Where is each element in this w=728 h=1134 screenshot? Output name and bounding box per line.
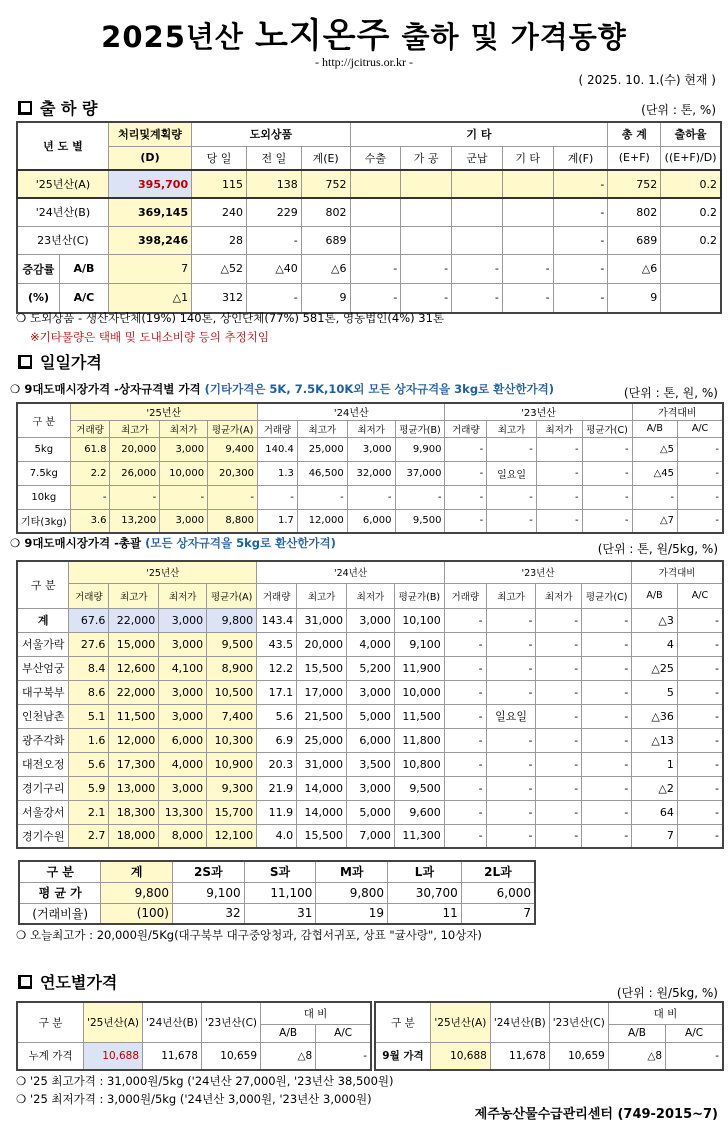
- yearly-cumulative-table: 구 분 '25년산(A) '24년산(B) '23년산(C) 대 비 A/B A/C 누계 가격 10,688 11,678 10,659 △8 -: [16, 1001, 372, 1071]
- page-title: 2025년산 노지온주 출하 및 가격동향: [101, 16, 627, 56]
- table-row: 경기수원 2.7 18,000 8,000 12,100 4.0 15,500 7,000 11,300 - - - - 7 -: [17, 824, 723, 848]
- section-yearly-title: 연도별가격: [18, 970, 117, 993]
- table-row: 인천남촌 5.1 11,500 3,000 7,400 5.6 21,500 5,000 11,500 - 일요일 - - △36 -: [17, 704, 723, 728]
- checkbox-square-icon: [18, 355, 32, 369]
- table-row: 9월 가격 10,688 11,678 10,659 △8 -: [375, 1042, 723, 1070]
- market-price-table: 구 분 '25년산 '24년산 '23년산 가격대비 거래량 최고가 최저가 평균가(A) 거래량 최고가 최저가 평균가(B) 거래량 최고가 최저가 평균가(C) A/B A/C 계 67.6 22,000 3,000 9,800 143.4 31,000 3,000 10,100 - - - - △3 - 서울가락 27.6 15,000 3,000 9,500 43.5 20,000 4,000 9,100 - - - - 4 - 부산엄궁 8.4 12,600 4,100 8,900 12.2 15,500 5,200 11,900 - - - - △25 - 대구북부 8.6 22,000 3,000 10,500 17.1 17,000 3,000 10,000 - - - - 5 - 인천남촌 5.1 11,500 3,000 7,400 5.6 21,500 5,000 11,500 - 일요일 - - △36 - 광주각화 1.6 12,000 6,000 10,300 6.9 25,000 6,000 11,800 - - - - △13 - 대전오정 5.6 17,300 4,000 10,900 20.3 31,000 3,500 10,800 - - - - 1 - 경기구리 5.9 13,000 3,000 9,300 21.9 14,000 3,000 9,500 - - - - △2 - 서울강서 2.1 18,300 13,300 15,700 11.9 14,000 5,000 9,600 - - - - 64 - 경기수원 2.7 18,000 8,000 12,100 4.0 15,500 7,000 11,300 - - - - 7 -: [16, 560, 724, 849]
- daily-sub2: ❍ 9대도매시장가격 -총괄 (모든 상자규격을 5kg로 환산한가격): [10, 536, 336, 550]
- table-row: 누계 가격 10,688 11,678 10,659 △8 -: [17, 1042, 371, 1070]
- shipment-unit: (단위 : 톤, %): [641, 103, 716, 117]
- daily-unit2: (단위 : 톤, 원/5kg, %): [597, 542, 718, 556]
- yearly-note-max: ❍ '25 최고가격 : 31,000원/5kg ('24년산 27,000원, '23년산 38,500원): [16, 1074, 394, 1088]
- table-row: 서울가락 27.6 15,000 3,000 9,500 43.5 20,000 4,000 9,100 - - - - 4 -: [17, 632, 723, 656]
- shipment-table: 년 도 별 처리및계획량 도외상품 기 타 총 계 출하율 (D) 당 일 전 일 계(E) 수출 가 공 군납 기 타 계(F) (E+F) ((E+F)/D) '25년산(A) 395,700 115 138 752 - 752 0.2 '24년산(B) 369,145 240 229 802 - 802 0.2 23년산(C) 398,246 28 - 689 - 689 0.2 증감률 A/B 7 △52 △40 △6 - - - - - △6 (%) A/C △1 312 - 9 - - - - - 9: [16, 121, 722, 314]
- table-row: 부산엄궁 8.4 12,600 4,100 8,900 12.2 15,500 5,200 11,900 - - - - △25 -: [17, 656, 723, 680]
- daily-sub1: ❍ 9대도매시장가격 -상자규격별 가격 (기타가격은 5K, 7.5K,10K외 모든 상자규격을 3kg로 환산한가격): [10, 382, 554, 396]
- footer-org: 제주농산물수급관리센터 (749-2015~7): [474, 1107, 718, 1122]
- yearly-monthly-table: 구 분 '25년산(A) '24년산(B) '23년산(C) 대 비 A/B A/C 9월 가격 10,688 11,678 10,659 △8 -: [374, 1001, 724, 1071]
- checkbox-square-icon: [18, 975, 32, 989]
- table-row: '24년산(B) 369,145 240 229 802 - 802 0.2: [17, 198, 721, 226]
- report-date: ( 2025. 10. 1.(수) 현재 ): [578, 73, 716, 87]
- table-row: (거래비율) (100) 32 31 19 11 7: [19, 903, 535, 924]
- table-row: 대구북부 8.6 22,000 3,000 10,500 17.1 17,000 3,000 10,000 - - - - 5 -: [17, 680, 723, 704]
- shipment-note: ❍ 도외상품 - 생산자단체(19%) 140톤, 상인단체(77%) 581톤, 영농법인(4%) 31톤: [16, 311, 445, 325]
- table-row: 계 67.6 22,000 3,000 9,800 143.4 31,000 3,000 10,100 - - - - △3 -: [17, 608, 723, 632]
- table-row: 평 균 가 9,800 9,100 11,100 9,800 30,700 6,000: [19, 882, 535, 903]
- table-row: 경기구리 5.9 13,000 3,000 9,300 21.9 14,000 3,000 9,500 - - - - △2 -: [17, 776, 723, 800]
- size-price-table: 구 분 계 2S과 S과 M과 L과 2L과 평 균 가 9,800 9,100 11,100 9,800 30,700 6,000 (거래비율) (100) 32 31 19 11 7: [18, 860, 536, 925]
- table-row: 대전오정 5.6 17,300 4,000 10,900 20.3 31,000 3,500 10,800 - - - - 1 -: [17, 752, 723, 776]
- yearly-unit: (단위 : 원/5kg, %): [616, 986, 718, 1000]
- table-row: 7.5kg 2.2 26,000 10,000 20,300 1.3 46,500 32,000 37,000 - 일요일 - - △45 -: [17, 461, 723, 485]
- site-url: - http://jcitrus.or.kr -: [315, 55, 413, 69]
- shipment-note-red: ※기타물량은 택배 및 도내소비량 등의 추정치임: [30, 330, 269, 344]
- table-row: (%) A/C △1 312 - 9 - - - - - 9: [17, 283, 721, 313]
- section-shipment-title: 출 하 량: [18, 96, 98, 119]
- daily-note: ❍ 오늘최고가 : 20,000원/5Kg(대구북부 대구중앙청과, 감협서귀포, 상표 "귤사랑", 10상자): [16, 928, 482, 942]
- table-row: 5kg 61.8 20,000 3,000 9,400 140.4 25,000 3,000 9,900 - - - - △5 -: [17, 437, 723, 461]
- table-row: 10kg - - - - - - - - - - - - - -: [17, 485, 723, 509]
- table-row: 서울강서 2.1 18,300 13,300 15,700 11.9 14,000 5,000 9,600 - - - - 64 -: [17, 800, 723, 824]
- daily-unit1: (단위 : 톤, 원, %): [623, 386, 718, 400]
- table-row: 증감률 A/B 7 △52 △40 △6 - - - - - △6: [17, 254, 721, 283]
- table-row: '25년산(A) 395,700 115 138 752 - 752 0.2: [17, 170, 721, 198]
- table-row: 광주각화 1.6 12,000 6,000 10,300 6.9 25,000 6,000 11,800 - - - - △13 -: [17, 728, 723, 752]
- checkbox-square-icon: [18, 101, 32, 115]
- table-row: 23년산(C) 398,246 28 - 689 - 689 0.2: [17, 226, 721, 254]
- table-row: 기타(3kg) 3.6 13,200 3,000 8,800 1.7 12,000 6,000 9,500 - - - - △7 -: [17, 509, 723, 533]
- spec-price-table: 구 분 '25년산 '24년산 '23년산 가격대비 거래량 최고가 최저가 평균가(A) 거래량 최고가 최저가 평균가(B) 거래량 최고가 최저가 평균가(C) A/B A/C 5kg 61.8 20,000 3,000 9,400 140.4 25,000 3,000 9,900 - - - - △5 - 7.5kg 2.2 26,000 10,000 20,300 1.3 46,500 32,000 37,000 - 일요일 - - △45 - 10kg - - - - - - - - - - - - - - 기타(3kg) 3.6 13,200 3,000 8,800 1.7 12,000 6,000 9,500 - - - - △7 -: [16, 402, 724, 534]
- section-daily-title: 일일가격: [18, 350, 102, 373]
- yearly-note-min: ❍ '25 최저가격 : 3,000원/5kg ('24년산 3,000원, '23년산 3,000원): [16, 1092, 372, 1106]
